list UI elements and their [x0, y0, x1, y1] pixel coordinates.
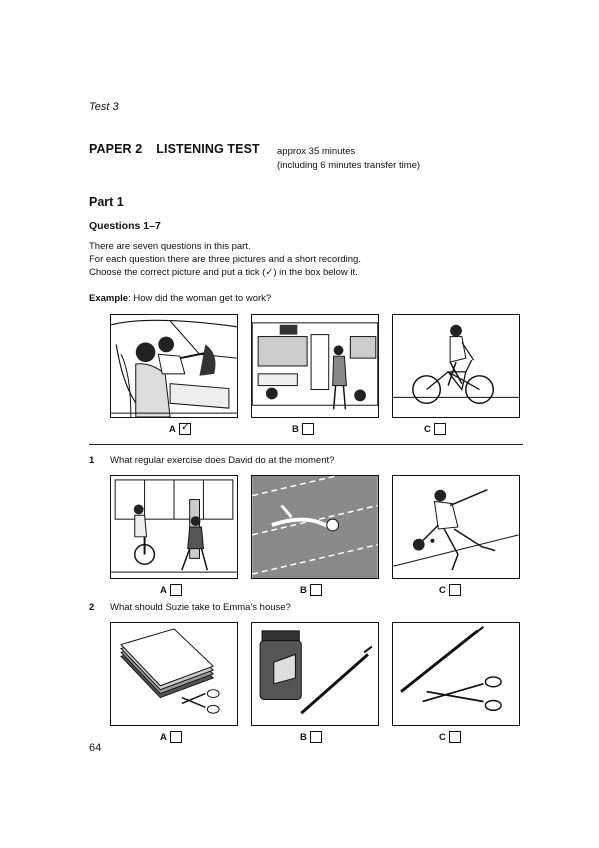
example-label: Example [89, 293, 129, 304]
option-letter: B [292, 423, 299, 435]
picture-woman-in-car [110, 314, 238, 418]
option-letter: C [439, 584, 446, 596]
duration-line: approx 35 minutes [277, 146, 356, 157]
answer-checkbox[interactable] [170, 584, 182, 596]
questions-heading: Questions 1–7 [89, 220, 161, 232]
question-number: 1 [89, 455, 95, 466]
option-letter: B [300, 584, 307, 596]
option-letter: A [169, 423, 176, 435]
example-option-a [169, 423, 191, 435]
question-text: What should Suzie take to Emma's house? [110, 602, 291, 613]
answer-checkbox[interactable] [449, 731, 461, 743]
option-letter: A [160, 731, 167, 743]
paper-name: LISTENING TEST [156, 142, 260, 156]
example-option-b [292, 423, 314, 435]
picture-gym [110, 475, 238, 579]
question-1-option-c [439, 584, 461, 596]
answer-checkbox[interactable] [310, 731, 322, 743]
option-letter: B [300, 731, 307, 743]
instructions [89, 240, 361, 279]
paper-number: PAPER 2 [89, 142, 143, 156]
picture-woman-at-bus [251, 314, 379, 418]
picture-brush-and-scissors [392, 622, 520, 726]
answer-checkbox[interactable] [302, 423, 314, 435]
example-text: : How did the woman get to work? [128, 293, 272, 304]
question-2-option-b [300, 731, 322, 743]
duration-note [277, 145, 420, 173]
picture-swimming [251, 475, 379, 579]
picture-bowling [392, 475, 520, 579]
paint-and-brush-image [252, 623, 378, 725]
test-label: Test 3 [89, 101, 119, 113]
woman-in-car-image [111, 315, 237, 417]
answer-checkbox[interactable] [434, 423, 446, 435]
brush-and-scissors-image [393, 623, 519, 725]
bowling-image [393, 476, 519, 578]
picture-paper-and-scissors [110, 622, 238, 726]
page-number: 64 [89, 742, 102, 754]
picture-paint-and-brush [251, 622, 379, 726]
option-letter: C [439, 731, 446, 743]
question-text: What regular exercise does David do at the moment? [110, 455, 335, 466]
answer-checkbox[interactable] [179, 423, 191, 435]
tick-mark: ✓ [180, 421, 191, 433]
question-1-option-a [160, 584, 182, 596]
swimming-image [252, 476, 378, 578]
question-1-option-b [300, 584, 322, 596]
gym-image [111, 476, 237, 578]
question-2-option-c [439, 731, 461, 743]
part-heading: Part 1 [89, 195, 124, 209]
woman-on-bicycle-image [393, 315, 519, 417]
example-option-c [424, 423, 446, 435]
instruction-line: For each question there are three pictures and a short recording. [89, 254, 361, 265]
answer-checkbox[interactable] [310, 584, 322, 596]
transfer-time-line: (including 6 minutes transfer time) [277, 160, 421, 171]
instruction-line: Choose the correct picture and put a tick (✓) in the box below it. [89, 267, 358, 278]
instruction-line: There are seven questions in this part. [89, 241, 251, 252]
woman-at-bus-image [252, 315, 378, 417]
question-2-option-a [160, 731, 182, 743]
question-number: 2 [89, 602, 95, 613]
answer-checkbox[interactable] [449, 584, 461, 596]
paper-title [89, 142, 260, 156]
paper-and-scissors-image [111, 623, 237, 725]
divider [89, 444, 523, 445]
example-question [89, 293, 271, 304]
option-letter: C [424, 423, 431, 435]
option-letter: A [160, 584, 167, 596]
answer-checkbox[interactable] [170, 731, 182, 743]
picture-woman-on-bicycle [392, 314, 520, 418]
